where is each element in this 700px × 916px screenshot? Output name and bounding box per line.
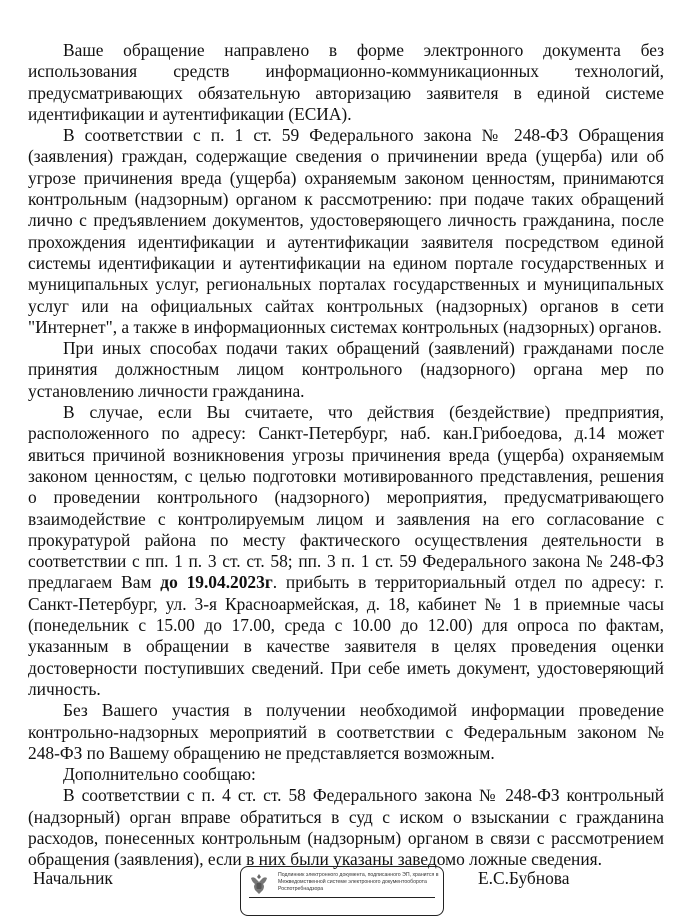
deadline-date: до 19.04.2023г [160,572,273,593]
paragraph-invitation [28,402,664,700]
text-line: лично с предъявлением документов, удостоверяющего личность гражданина, после [28,210,664,231]
text-line: прохождения идентификации и аутентификации заявителя посредством единой [28,231,664,252]
text-line: соответствии с пп. 1 п. 3 ст. ст. 58; пп. 3 п. 1 ст. 59 Федерального закона № 248-ФЗ [28,551,664,572]
text-line: контрольным (надзорным) органом к рассмотрению: при подаче таких обращений [28,189,664,210]
text-line: предусматривающих обязательную авторизацию заявителя в единой системе [28,82,664,103]
text-line: Без Вашего участия в получении необходимой информации проведение [63,700,664,721]
text-line: услуг или на официальных сайтах контрольных (надзорных) органов в сети [28,295,664,316]
text-line: расходов, понесенных контрольным (надзорным) органом в связи с рассмотрением [28,827,664,848]
text-line: "Интернет", а также в информационных системах контрольных (надзорных) органов. [28,316,662,337]
electronic-signature-stamp [240,866,444,916]
text-line: достоверности поступивших сведений. При себе иметь документ, удостоверяющий [28,657,664,678]
text-line: обращения (заявления), если в них были указаны заведомо ложные сведения. [28,849,603,870]
stamp-text: Подлинник электронного документа, подписанного ЭП, хранится в Межведомственной системе электронного документооборота Роспотребнадзора [278,872,439,892]
text-line: В случае, если Вы считаете, что действия (бездействие) предприятия, [63,402,664,423]
coat-of-arms-icon [248,872,270,896]
paragraph-impossible-without-participation [28,700,664,764]
text-line: расположенного по адресу: Санкт-Петербург, наб. кан.Грибоедова, д.14 может [28,423,664,444]
text-line: указанным в обращении в качестве заявителя в целях проведения оценки [28,636,664,657]
text-line: В соответствии с п. 1 ст. 59 Федерального закона № 248-ФЗ Обращения [63,125,664,146]
text-line: Дополнительно сообщаю: [63,764,256,785]
text-line: принятия должностным лицом контрольного (надзорного) органа мер по [28,359,664,380]
text-line: (заявления) граждан, содержащие сведения о причинении вреда (ущерба) или об [28,146,664,167]
text-line: о проведении контрольного (надзорного) мероприятия, предусматривающего [28,487,664,508]
text-line: предлагаем Вам до 19.04.2023г. прибыть в территориальный отдел по адресу: г. [28,572,665,593]
letter-body [28,40,664,871]
paragraph-other-methods [28,338,664,402]
text-line: угрозе причинения вреда (ущерба) охраняемым законом ценностям, принимаются [28,167,664,188]
text-line: При иных способах подачи таких обращений (заявлений) гражданами после [63,338,664,359]
signer-name: Е.С.Бубнова [478,868,570,888]
text-line: явиться причиной возникновения угрозы причинения вреда (ущерба) охраняемым [28,444,664,465]
paragraph-esia-notice [28,40,664,125]
text-line: законом ценностям, с целью подготовки мотивированного представления, решения [28,465,664,486]
text-line: (надзорный) орган вправе обратиться в суд с иском о взыскании с гражданина [28,806,664,827]
text-line: В соответствии с п. 4 ст. ст. 58 Федерального закона № 248-ФЗ контрольный [63,785,664,806]
text-line: контрольно-надзорных мероприятий в соответствии с Федеральным законом № [28,721,664,742]
text-line: личность. [28,678,101,699]
text-line: Ваше обращение направлено в форме электронного документа без [63,40,664,60]
signer-title: Начальник [33,868,113,888]
paragraph-additionally [28,764,664,785]
text-line: взаимодействие с контролируемым лицом и заявления на его согласование с [28,508,664,529]
text-line: системы идентификации и аутентификации на едином портале государственных и [28,252,664,273]
paragraph-law-article-59 [28,125,664,338]
text-line: (понедельник с 15.00 до 17.00, среда с 10.00 до 12.00) для опроса по фактам, [28,615,664,636]
text-line: Санкт-Петербург, ул. 3-я Красноармейская, д. 18, кабинет № 1 в приемные часы [28,593,664,614]
text-line: идентификации и аутентификации (ЕСИА). [28,103,352,124]
text-line: установлению личности гражданина. [28,380,305,401]
text-line: муниципальных услуг, региональных порталах государственных и муниципальных [28,274,664,295]
stamp-divider [249,897,435,898]
text-line: использования средств информационно-коммуникационных технологий, [28,61,664,82]
text-line: прокуратурой района по месту фактического осуществления деятельности в [28,529,664,550]
text-line: 248-ФЗ по Вашему обращению не представляется возможным. [28,742,495,763]
paragraph-false-info-warning [28,785,664,870]
signature-block [0,862,700,905]
